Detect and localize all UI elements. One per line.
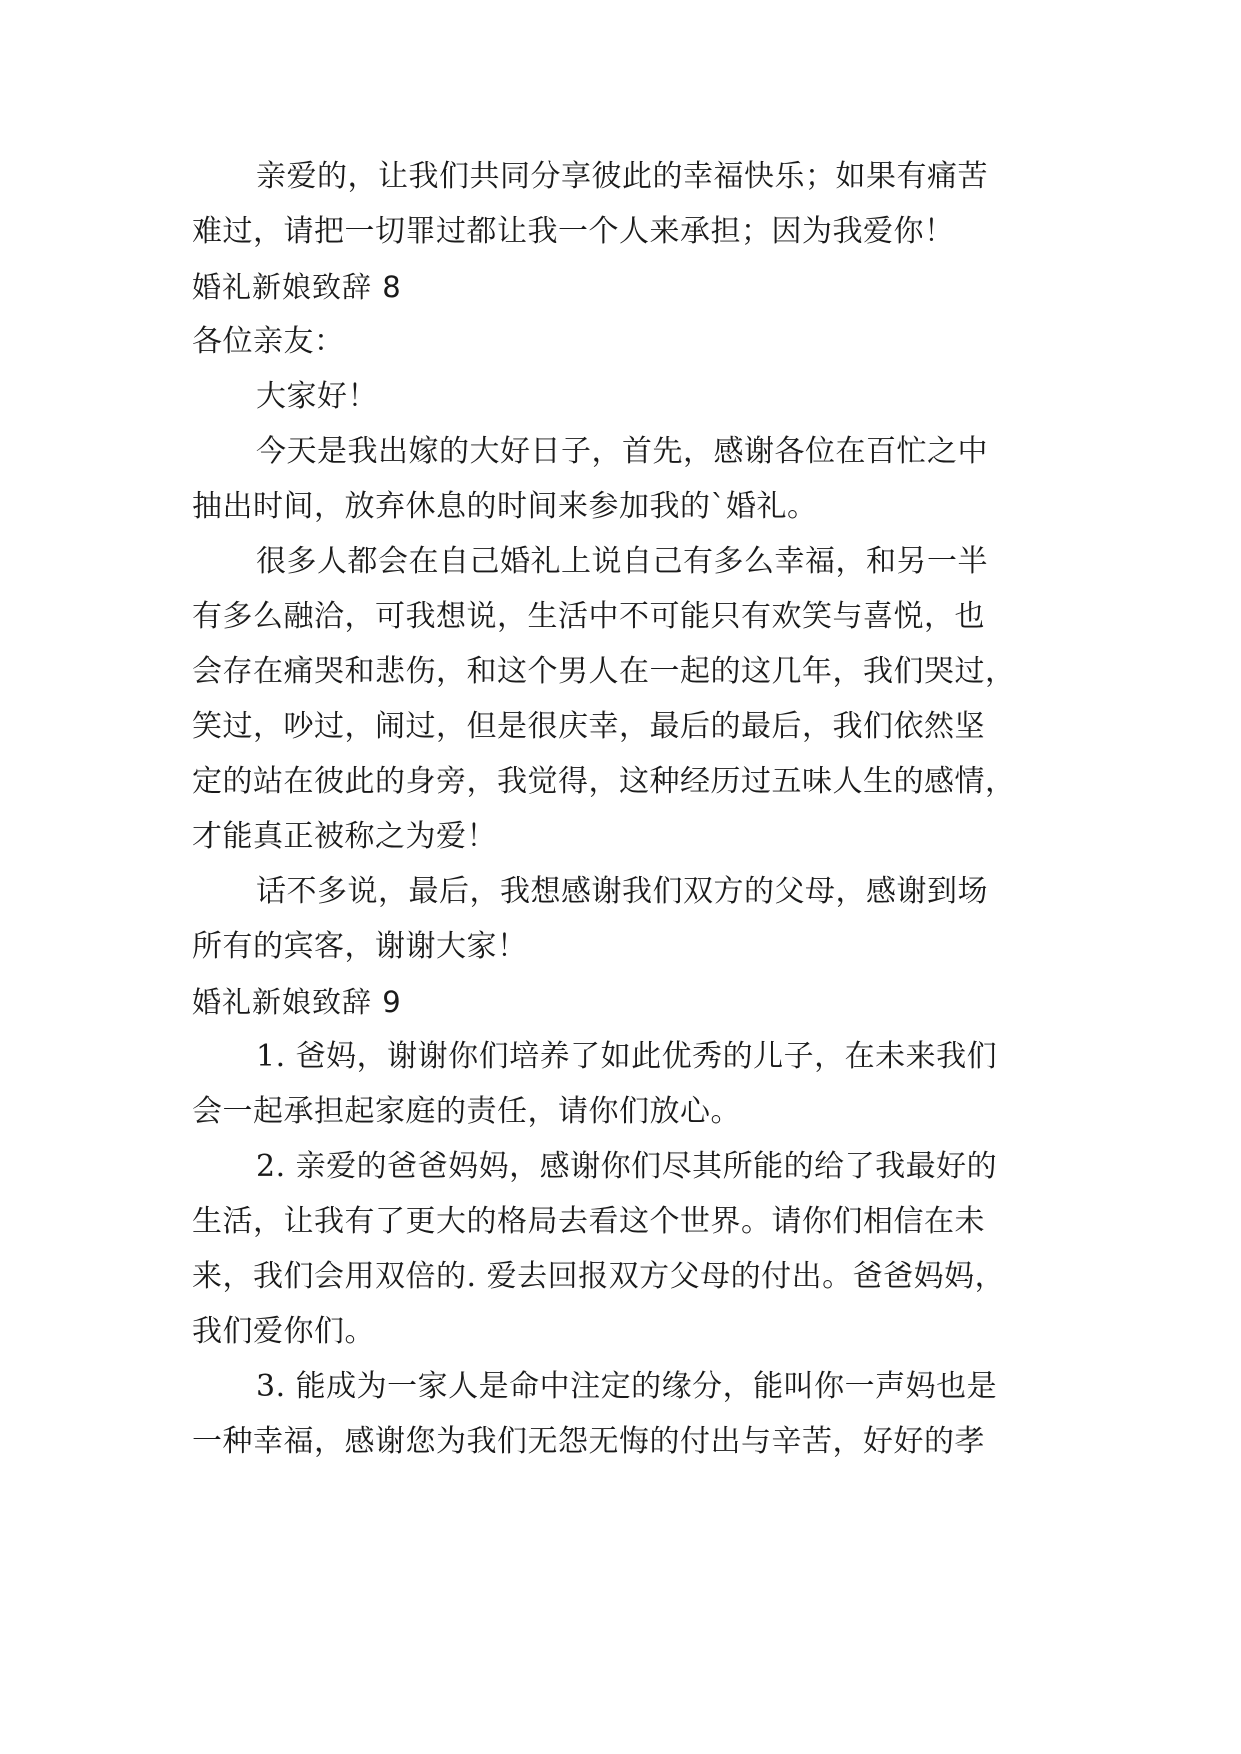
paragraph-line: 会一起承担起家庭的责任，请你们放心。 [192,1094,741,1129]
paragraph-line: 亲爱的，让我们共同分享彼此的幸福快乐；如果有痛苦 [256,159,988,194]
salutation: 各位亲友： [192,324,345,359]
paragraph-line: 抽出时间，放弃休息的时间来参加我的`婚礼。 [192,489,818,524]
section-heading: 婚礼新娘致辞 9 [192,985,402,1019]
paragraph-line: 难过，请把一切罪过都让我一个人来承担；因为我爱你！ [192,214,955,249]
paragraph-line: 定的站在彼此的身旁，我觉得，这种经历过五味人生的感情， [192,764,1016,799]
paragraph-line: 才能真正被称之为爱！ [192,819,497,854]
paragraph-line: 2. 亲爱的爸爸妈妈，感谢你们尽其所能的给了我最好的 [256,1149,998,1184]
paragraph-line: 所有的宾客，谢谢大家！ [192,929,528,964]
paragraph-line: 笑过，吵过，闹过，但是很庆幸，最后的最后，我们依然坚 [192,709,985,744]
paragraph-line: 话不多说，最后，我想感谢我们双方的父母，感谢到场 [256,874,988,909]
paragraph-line: 1. 爸妈，谢谢你们培养了如此优秀的儿子，在未来我们 [256,1039,998,1074]
paragraph-line: 有多么融洽，可我想说，生活中不可能只有欢笑与喜悦，也 [192,599,985,634]
paragraph-line: 今天是我出嫁的大好日子，首先，感谢各位在百忙之中 [256,434,988,469]
paragraph-line: 生活，让我有了更大的格局去看这个世界。请你们相信在未 [192,1204,985,1239]
paragraph-line: 3. 能成为一家人是命中注定的缘分，能叫你一声妈也是 [256,1369,998,1404]
paragraph-line: 会存在痛哭和悲伤，和这个男人在一起的这几年，我们哭过， [192,654,1016,689]
paragraph-line: 很多人都会在自己婚礼上说自己有多么幸福，和另一半 [256,544,988,579]
paragraph-line: 我们爱你们。 [192,1314,375,1349]
paragraph-line: 大家好！ [256,379,378,414]
section-heading: 婚礼新娘致辞 8 [192,270,402,304]
paragraph-line: 来，我们会用双倍的. 爱去回报双方父母的付出。爸爸妈妈， [192,1259,1006,1294]
paragraph-line: 一种幸福，感谢您为我们无怨无悔的付出与辛苦，好好的孝 [192,1424,985,1459]
